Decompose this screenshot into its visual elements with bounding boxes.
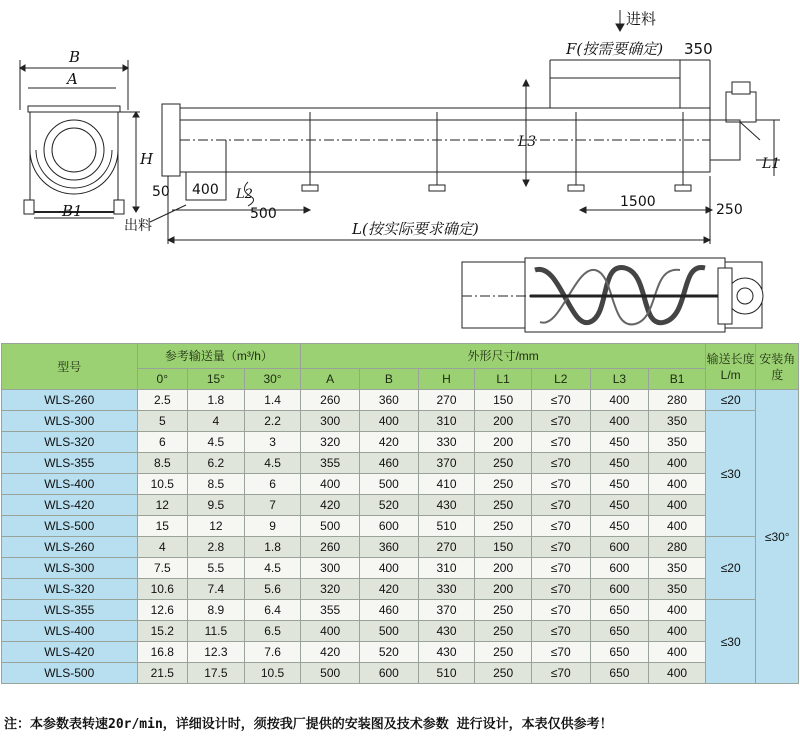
cell-a: 500 (301, 663, 360, 684)
cell-model: WLS-355 (2, 453, 138, 474)
cell-l2: ≤70 (531, 600, 590, 621)
header-dim-H: H (418, 369, 475, 390)
cell-b1: 350 (649, 579, 706, 600)
cell-c15: 17.5 (188, 663, 245, 684)
cell-a: 400 (301, 621, 360, 642)
cell-l3: 400 (590, 411, 649, 432)
table-body (2, 390, 799, 684)
cell-a: 420 (301, 495, 360, 516)
cell-c30: 6.5 (244, 621, 301, 642)
cell-c15: 4.5 (188, 432, 245, 453)
cell-model: WLS-320 (2, 432, 138, 453)
cell-l3: 450 (590, 495, 649, 516)
cell-a: 355 (301, 453, 360, 474)
cell-l2: ≤70 (531, 453, 590, 474)
cell-h: 330 (418, 579, 475, 600)
header-dim-L3: L3 (590, 369, 649, 390)
spec-table (1, 343, 799, 684)
cell-h: 370 (418, 600, 475, 621)
header-dim-L2: L2 (531, 369, 590, 390)
table-row (2, 390, 799, 411)
cell-model: WLS-420 (2, 495, 138, 516)
cell-c30: 7 (244, 495, 301, 516)
cell-b: 400 (360, 411, 419, 432)
cell-a: 320 (301, 579, 360, 600)
cell-c30: 4.5 (244, 558, 301, 579)
cell-c15: 2.8 (188, 537, 245, 558)
cell-b: 400 (360, 558, 419, 579)
cell-l3: 650 (590, 642, 649, 663)
label-B1: B1 (62, 202, 83, 220)
cell-c0: 15.2 (137, 621, 188, 642)
cell-b: 500 (360, 474, 419, 495)
cell-l2: ≤70 (531, 390, 590, 411)
header-dimensions: 外形尺寸/mm (301, 344, 706, 369)
cell-h: 270 (418, 537, 475, 558)
cell-l1: 250 (475, 516, 532, 537)
table-row (2, 642, 799, 663)
cell-h: 310 (418, 411, 475, 432)
cell-l3: 650 (590, 600, 649, 621)
cell-l2: ≤70 (531, 432, 590, 453)
cell-c0: 2.5 (137, 390, 188, 411)
cell-h: 430 (418, 642, 475, 663)
cell-l1: 250 (475, 621, 532, 642)
cell-c0: 21.5 (137, 663, 188, 684)
cell-b1: 350 (649, 411, 706, 432)
screw-detail (462, 258, 763, 332)
cell-b1: 400 (649, 453, 706, 474)
cell-a: 320 (301, 432, 360, 453)
cell-b: 500 (360, 621, 419, 642)
cell-l2: ≤70 (531, 411, 590, 432)
cell-length-group: ≤30 (705, 411, 756, 537)
cell-h: 510 (418, 516, 475, 537)
label-50: 50 (152, 184, 170, 200)
table-row (2, 537, 799, 558)
table-row (2, 474, 799, 495)
cell-h: 270 (418, 390, 475, 411)
cell-b: 460 (360, 600, 419, 621)
cell-c0: 10.5 (137, 474, 188, 495)
label-L2: L2 (236, 187, 253, 202)
header-dim-B1: B1 (649, 369, 706, 390)
cell-b: 360 (360, 537, 419, 558)
cell-a: 260 (301, 537, 360, 558)
cell-l1: 250 (475, 474, 532, 495)
cell-h: 430 (418, 495, 475, 516)
header-dim-B: B (360, 369, 419, 390)
label-F: F(按需要确定) (566, 40, 664, 58)
table-row (2, 411, 799, 432)
cell-l3: 650 (590, 663, 649, 684)
cell-b1: 400 (649, 516, 706, 537)
cell-model: WLS-260 (2, 390, 138, 411)
cell-b1: 400 (649, 642, 706, 663)
conveyor-drawing (0, 0, 800, 340)
cell-l1: 150 (475, 390, 532, 411)
cell-c30: 6.4 (244, 600, 301, 621)
cell-b1: 400 (649, 663, 706, 684)
cell-l3: 450 (590, 432, 649, 453)
cell-l3: 400 (590, 390, 649, 411)
table-row (2, 600, 799, 621)
label-discharge: 出料 (124, 218, 152, 234)
cell-length-group: ≤20 (705, 390, 756, 411)
cell-l3: 450 (590, 474, 649, 495)
label-H: H (140, 150, 154, 168)
label-L-total: L(按实际要求确定) (352, 220, 479, 238)
header-angle-30: 30° (244, 369, 301, 390)
cell-l1: 200 (475, 411, 532, 432)
cell-b: 520 (360, 642, 419, 663)
cell-length-group: ≤20 (705, 537, 756, 600)
table-row (2, 453, 799, 474)
cell-c0: 6 (137, 432, 188, 453)
cell-a: 500 (301, 516, 360, 537)
label-1500: 1500 (620, 194, 656, 210)
cell-c15: 11.5 (188, 621, 245, 642)
cell-l3: 600 (590, 537, 649, 558)
cell-b1: 400 (649, 600, 706, 621)
cell-angle: ≤30° (756, 390, 799, 684)
label-L1: L1 (762, 156, 781, 172)
cell-b1: 400 (649, 495, 706, 516)
cell-model: WLS-500 (2, 663, 138, 684)
footnote: 注：本参数表转速20r/min，详细设计时，须按我厂提供的安装图及技术参数 进行设计，本表仅供参考！ (4, 717, 613, 732)
cell-l2: ≤70 (531, 495, 590, 516)
header-length: 输送长度 L/m (705, 344, 756, 390)
cell-c15: 4 (188, 411, 245, 432)
cell-h: 330 (418, 432, 475, 453)
cell-model: WLS-260 (2, 537, 138, 558)
cell-c0: 4 (137, 537, 188, 558)
cell-c0: 10.6 (137, 579, 188, 600)
label-feed-in: 进料 (626, 10, 657, 28)
cell-c30: 9 (244, 516, 301, 537)
cell-c0: 15 (137, 516, 188, 537)
cell-l3: 650 (590, 621, 649, 642)
cell-a: 400 (301, 474, 360, 495)
cell-c15: 7.4 (188, 579, 245, 600)
cell-c30: 10.5 (244, 663, 301, 684)
cell-l1: 250 (475, 495, 532, 516)
cell-a: 355 (301, 600, 360, 621)
cell-c30: 3 (244, 432, 301, 453)
cell-c15: 1.8 (188, 390, 245, 411)
cell-l1: 250 (475, 663, 532, 684)
cell-c30: 1.8 (244, 537, 301, 558)
cell-l2: ≤70 (531, 558, 590, 579)
cell-l2: ≤70 (531, 579, 590, 600)
header-dim-A: A (301, 369, 360, 390)
header-angle-0: 0° (137, 369, 188, 390)
table-row (2, 516, 799, 537)
cell-b: 600 (360, 516, 419, 537)
cell-l1: 200 (475, 432, 532, 453)
cell-c30: 4.5 (244, 453, 301, 474)
cell-c0: 12 (137, 495, 188, 516)
label-500: 500 (250, 206, 277, 222)
cell-l3: 600 (590, 579, 649, 600)
cell-b1: 400 (649, 621, 706, 642)
cell-c0: 16.8 (137, 642, 188, 663)
cell-l3: 600 (590, 558, 649, 579)
header-angle-15: 15° (188, 369, 245, 390)
cell-a: 420 (301, 642, 360, 663)
cell-b1: 280 (649, 537, 706, 558)
cell-h: 310 (418, 558, 475, 579)
cell-b: 600 (360, 663, 419, 684)
cell-l1: 200 (475, 558, 532, 579)
cell-b1: 280 (649, 390, 706, 411)
cell-c30: 7.6 (244, 642, 301, 663)
cell-c15: 9.5 (188, 495, 245, 516)
cell-length-group: ≤30 (705, 600, 756, 684)
cell-model: WLS-355 (2, 600, 138, 621)
cell-c0: 12.6 (137, 600, 188, 621)
cell-l1: 250 (475, 600, 532, 621)
cell-b1: 350 (649, 432, 706, 453)
cell-l2: ≤70 (531, 516, 590, 537)
label-350: 350 (684, 40, 713, 58)
cell-h: 410 (418, 474, 475, 495)
table-row (2, 432, 799, 453)
cell-c30: 1.4 (244, 390, 301, 411)
cell-a: 260 (301, 390, 360, 411)
cell-l3: 450 (590, 516, 649, 537)
cell-c15: 12 (188, 516, 245, 537)
cell-l2: ≤70 (531, 621, 590, 642)
cell-l2: ≤70 (531, 474, 590, 495)
cell-model: WLS-300 (2, 411, 138, 432)
cell-c0: 5 (137, 411, 188, 432)
table-row (2, 663, 799, 684)
cell-l2: ≤70 (531, 642, 590, 663)
cell-model: WLS-300 (2, 558, 138, 579)
cell-c15: 8.9 (188, 600, 245, 621)
cell-model: WLS-400 (2, 474, 138, 495)
cell-c15: 8.5 (188, 474, 245, 495)
cell-a: 300 (301, 411, 360, 432)
cell-b1: 400 (649, 474, 706, 495)
cell-model: WLS-320 (2, 579, 138, 600)
cell-c15: 5.5 (188, 558, 245, 579)
cell-c30: 6 (244, 474, 301, 495)
cell-c15: 12.3 (188, 642, 245, 663)
cell-model: WLS-420 (2, 642, 138, 663)
cell-c0: 8.5 (137, 453, 188, 474)
end-view (20, 60, 140, 218)
cell-l3: 450 (590, 453, 649, 474)
header-dim-L1: L1 (475, 369, 532, 390)
cell-b: 520 (360, 495, 419, 516)
cell-h: 510 (418, 663, 475, 684)
label-B: B (69, 48, 81, 66)
cell-b: 420 (360, 579, 419, 600)
cell-b: 360 (360, 390, 419, 411)
label-250: 250 (716, 202, 743, 218)
cell-c15: 6.2 (188, 453, 245, 474)
header-model: 型号 (2, 344, 138, 390)
cell-a: 300 (301, 558, 360, 579)
cell-l2: ≤70 (531, 663, 590, 684)
cell-l1: 200 (475, 579, 532, 600)
cell-l1: 250 (475, 642, 532, 663)
table-row (2, 579, 799, 600)
table-row (2, 621, 799, 642)
table-row (2, 558, 799, 579)
cell-c30: 2.2 (244, 411, 301, 432)
header-angle: 安装角度 (756, 344, 799, 390)
cell-l2: ≤70 (531, 537, 590, 558)
label-A: A (67, 70, 78, 88)
label-L3: L3 (518, 134, 537, 150)
cell-model: WLS-400 (2, 621, 138, 642)
cell-b: 420 (360, 432, 419, 453)
cell-c0: 7.5 (137, 558, 188, 579)
cell-c30: 5.6 (244, 579, 301, 600)
cell-h: 370 (418, 453, 475, 474)
cell-l1: 250 (475, 453, 532, 474)
table-row (2, 495, 799, 516)
header-capacity: 参考输送量（m³/h） (137, 344, 301, 369)
cell-l1: 150 (475, 537, 532, 558)
label-400: 400 (192, 182, 219, 198)
cell-b: 460 (360, 453, 419, 474)
cell-b1: 350 (649, 558, 706, 579)
cell-model: WLS-500 (2, 516, 138, 537)
cell-h: 430 (418, 621, 475, 642)
